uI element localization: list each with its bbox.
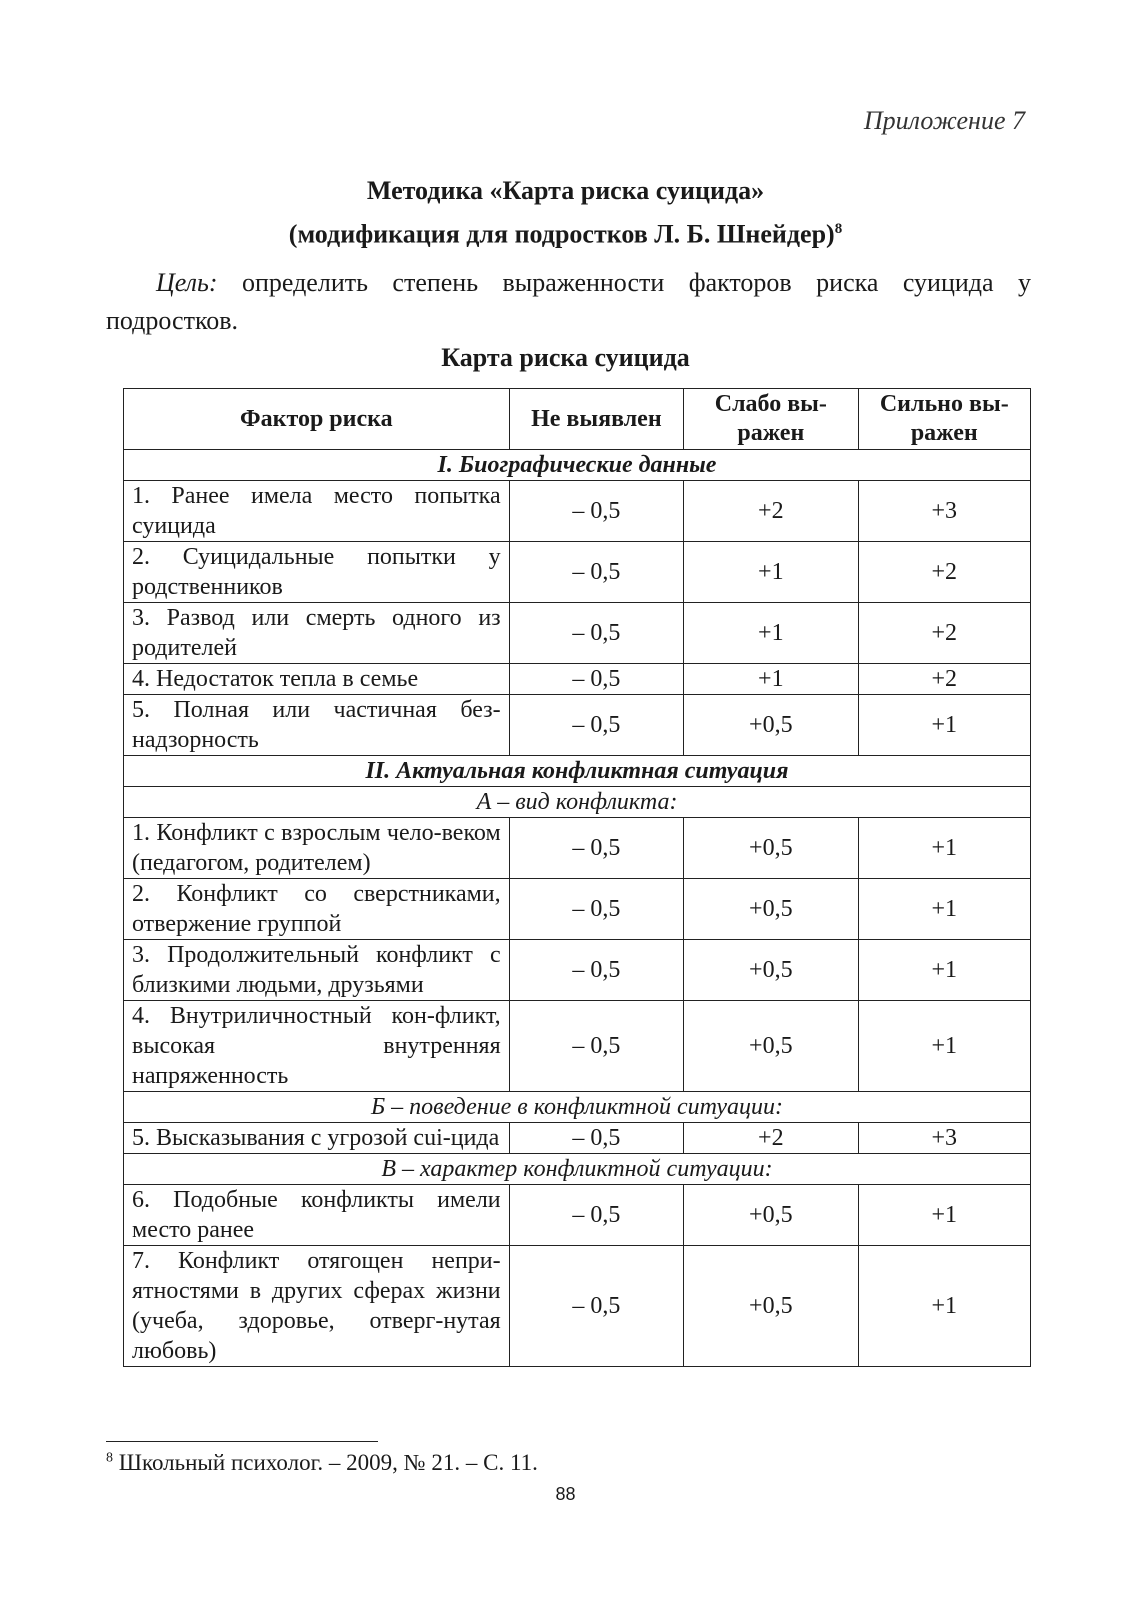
factor-cell: 5. Полная или частичная без-надзорность — [124, 695, 510, 756]
footnote-mark: 8 — [106, 1450, 113, 1466]
section-row — [124, 756, 1031, 787]
factor-cell: 2. Конфликт со сверстниками, отвержение группой — [124, 879, 510, 940]
factor-cell: 2. Суицидальные попытки у родственников — [124, 542, 510, 603]
table-row — [124, 879, 1031, 940]
document-title — [100, 172, 1031, 254]
value-strong: +2 — [858, 603, 1030, 664]
table-row — [124, 664, 1031, 695]
value-strong: +1 — [858, 695, 1030, 756]
section-biographical: I. Биографические данные — [124, 450, 1031, 481]
table-row — [124, 1185, 1031, 1246]
factor-cell: 3. Развод или смерть одного из родителей — [124, 603, 510, 664]
value-weak: +1 — [684, 664, 858, 695]
value-weak: +1 — [684, 542, 858, 603]
title-line-1: Методика «Карта риска суицида» — [366, 176, 765, 205]
value-weak: +0,5 — [684, 695, 858, 756]
goal-text: определить степень выраженности факторов риска суицида у подростков. — [106, 268, 1032, 335]
table-row — [124, 818, 1031, 879]
table-row — [124, 481, 1031, 542]
title-footnote-mark: 8 — [834, 221, 843, 237]
section-row — [124, 1092, 1031, 1123]
table-header-row — [124, 389, 1031, 450]
value-weak: +0,5 — [684, 1001, 858, 1092]
value-not-found: – 0,5 — [509, 940, 683, 1001]
footnote-text: Школьный психолог. – 2009, № 21. – С. 11. — [118, 1450, 538, 1475]
value-not-found: – 0,5 — [509, 542, 683, 603]
value-strong: +1 — [858, 940, 1030, 1001]
section-row — [124, 787, 1031, 818]
factor-cell: 4. Внутриличностный кон-фликт, высокая внутренняя напряженность — [124, 1001, 510, 1092]
value-not-found: – 0,5 — [509, 1001, 683, 1092]
value-weak: +2 — [684, 1123, 858, 1154]
value-not-found: – 0,5 — [509, 1185, 683, 1246]
page-number: 88 — [555, 1484, 576, 1504]
value-strong: +1 — [858, 1185, 1030, 1246]
footnote-divider — [106, 1441, 378, 1442]
header-weak: Слабо вы-ражен — [684, 389, 858, 450]
goal-label: Цель: — [156, 268, 218, 297]
table-row — [124, 542, 1031, 603]
factor-cell: 7. Конфликт отягощен непри-ятностями в других сферах жизни (учеба, здоровье, отверг-нутая любовь) — [124, 1246, 510, 1367]
subsection-conflict-character: В – характер конфликтной ситуации: — [124, 1154, 1031, 1185]
value-strong: +2 — [858, 664, 1030, 695]
value-strong: +1 — [858, 879, 1030, 940]
header-strong: Сильно вы-ражен — [858, 389, 1030, 450]
title-line-2-text: (модификация для подростков Л. Б. Шнейдер) — [288, 219, 835, 249]
value-weak: +2 — [684, 481, 858, 542]
value-strong: +1 — [858, 1001, 1030, 1092]
table-row — [124, 940, 1031, 1001]
section-row — [124, 450, 1031, 481]
value-weak: +0,5 — [684, 1246, 858, 1367]
section-conflict: II. Актуальная конфликтная ситуация — [124, 756, 1031, 787]
value-not-found: – 0,5 — [509, 603, 683, 664]
value-weak: +0,5 — [684, 1185, 858, 1246]
value-strong: +1 — [858, 1246, 1030, 1367]
table-row — [124, 1123, 1031, 1154]
value-not-found: – 0,5 — [509, 1246, 683, 1367]
value-not-found: – 0,5 — [509, 481, 683, 542]
table-row — [124, 695, 1031, 756]
value-weak: +0,5 — [684, 879, 858, 940]
value-strong: +3 — [858, 1123, 1030, 1154]
table-row — [124, 1246, 1031, 1367]
value-strong: +1 — [858, 818, 1030, 879]
header-factor: Фактор риска — [124, 389, 510, 450]
table-row — [124, 1001, 1031, 1092]
factor-cell: 6. Подобные конфликты имели место ранее — [124, 1185, 510, 1246]
factor-cell: 4. Недостаток тепла в семье — [124, 664, 510, 695]
value-not-found: – 0,5 — [509, 1123, 683, 1154]
factor-cell: 1. Конфликт с взрослым чело-веком (педагогом, родителем) — [124, 818, 510, 879]
value-not-found: – 0,5 — [509, 879, 683, 940]
title-line-2 — [100, 210, 1031, 254]
risk-table — [123, 388, 1031, 1367]
value-weak: +1 — [684, 603, 858, 664]
header-not-found: Не выявлен — [509, 389, 683, 450]
factor-cell: 1. Ранее имела место попытка суицида — [124, 481, 510, 542]
value-weak: +0,5 — [684, 940, 858, 1001]
value-strong: +2 — [858, 542, 1030, 603]
value-not-found: – 0,5 — [509, 695, 683, 756]
factor-cell: 3. Продолжительный конфликт с близкими людьми, друзьями — [124, 940, 510, 1001]
table-row — [124, 603, 1031, 664]
subsection-conflict-behavior: Б – поведение в конфликтной ситуации: — [124, 1092, 1031, 1123]
value-not-found: – 0,5 — [509, 664, 683, 695]
value-not-found: – 0,5 — [509, 818, 683, 879]
subsection-conflict-type: А – вид конфликта: — [124, 787, 1031, 818]
table-title: Карта риска суицида — [441, 343, 690, 372]
goal-paragraph — [106, 264, 1031, 340]
value-weak: +0,5 — [684, 818, 858, 879]
value-strong: +3 — [858, 481, 1030, 542]
appendix-label: Приложение 7 — [863, 106, 1025, 135]
factor-cell: 5. Высказывания с угрозой сui-цида — [124, 1123, 510, 1154]
footnote — [106, 1450, 538, 1476]
section-row — [124, 1154, 1031, 1185]
